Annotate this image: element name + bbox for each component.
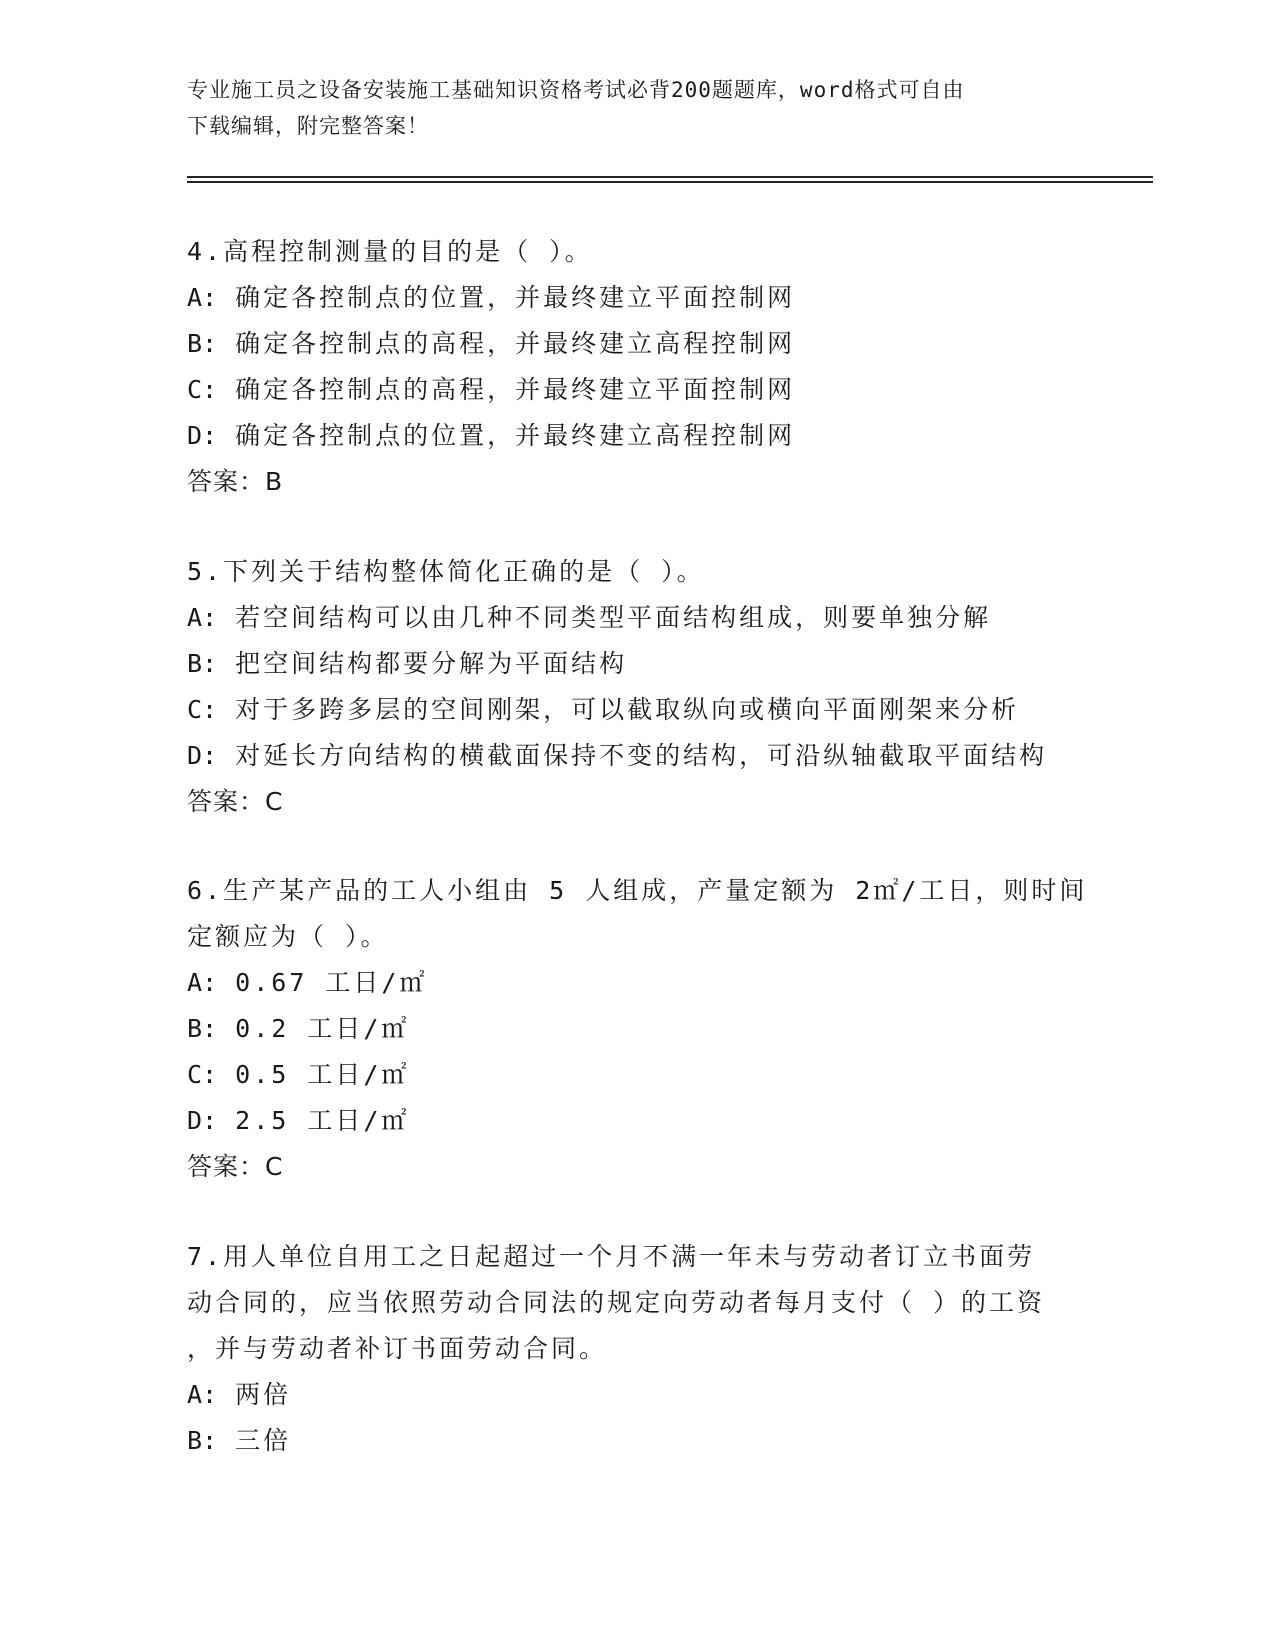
option-text: 三倍 (235, 1426, 292, 1455)
option-text: 2.5 工日/㎡ (235, 1106, 410, 1135)
option-text: 确定各控制点的位置，并最终建立高程控制网 (235, 421, 796, 450)
option-key: C: (187, 375, 218, 404)
question-stem-line-1: 6.生产某产品的工人小组由 5 人组成，产量定额为 2㎡/工日，则时间 (187, 876, 1088, 905)
option-key: A: (187, 968, 218, 997)
question-5 (187, 549, 1087, 825)
question-stem: 5.下列关于结构整体简化正确的是（ ）。 (187, 557, 705, 586)
option-c (187, 687, 1087, 733)
option-text: 确定各控制点的高程，并最终建立平面控制网 (235, 375, 796, 404)
option-b (187, 641, 1087, 687)
question-7 (187, 1234, 1087, 1464)
question-stem: 4.高程控制测量的目的是（ ）。 (187, 237, 593, 266)
option-key: B: (187, 329, 218, 358)
option-key: B: (187, 649, 218, 678)
question-stem-line-1: 7.用人单位自用工之日起超过一个月不满一年未与劳动者订立书面劳 (187, 1242, 1036, 1271)
option-d (187, 413, 1087, 459)
option-b (187, 321, 1087, 367)
question-stem-line-2: 动合同的，应当依照劳动合同法的规定向劳动者每月支付（ ）的工资 (187, 1288, 1046, 1317)
option-a (187, 595, 1087, 641)
option-text: 0.2 工日/㎡ (235, 1014, 410, 1043)
answer-line: 答案：B (187, 467, 284, 496)
header-divider-top (187, 176, 1153, 178)
option-text: 把空间结构都要分解为平面结构 (235, 649, 628, 678)
option-key: C: (187, 1060, 218, 1089)
question-6 (187, 868, 1087, 1190)
header-line-1: 专业施工员之设备安装施工基础知识资格考试必背200题题库，word格式可自由 (187, 78, 965, 102)
option-key: A: (187, 283, 218, 312)
option-c (187, 367, 1087, 413)
option-key: D: (187, 1106, 218, 1135)
option-b (187, 1418, 1087, 1464)
option-text: 确定各控制点的位置，并最终建立平面控制网 (235, 283, 796, 312)
option-b (187, 1006, 1087, 1052)
answer-line: 答案：C (187, 787, 284, 816)
option-key: C: (187, 695, 218, 724)
option-key: D: (187, 741, 218, 770)
question-stem-line-3: ，并与劳动者补订书面劳动合同。 (187, 1334, 608, 1363)
option-a (187, 275, 1087, 321)
option-text: 对于多跨多层的空间刚架，可以截取纵向或横向平面刚架来分析 (235, 695, 1020, 724)
option-a (187, 960, 1087, 1006)
question-4 (187, 229, 1087, 505)
option-key: B: (187, 1426, 218, 1455)
option-key: A: (187, 603, 218, 632)
header-line-2: 下载编辑，附完整答案！ (187, 114, 429, 138)
option-text: 0.67 工日/㎡ (235, 968, 428, 997)
header-divider-bottom (187, 181, 1153, 183)
option-d (187, 1098, 1087, 1144)
option-key: B: (187, 1014, 218, 1043)
option-text: 0.5 工日/㎡ (235, 1060, 410, 1089)
option-d (187, 733, 1087, 779)
option-a (187, 1372, 1087, 1418)
option-key: D: (187, 421, 218, 450)
option-text: 对延长方向结构的横截面保持不变的结构，可沿纵轴截取平面结构 (235, 741, 1048, 770)
question-stem-line-2: 定额应为（ ）。 (187, 922, 389, 951)
option-text: 若空间结构可以由几种不同类型平面结构组成，则要单独分解 (235, 603, 992, 632)
option-c (187, 1052, 1087, 1098)
option-text: 两倍 (235, 1380, 292, 1409)
document-header (187, 72, 1087, 144)
answer-line: 答案：C (187, 1152, 284, 1181)
option-text: 确定各控制点的高程，并最终建立高程控制网 (235, 329, 796, 358)
option-key: A: (187, 1380, 218, 1409)
